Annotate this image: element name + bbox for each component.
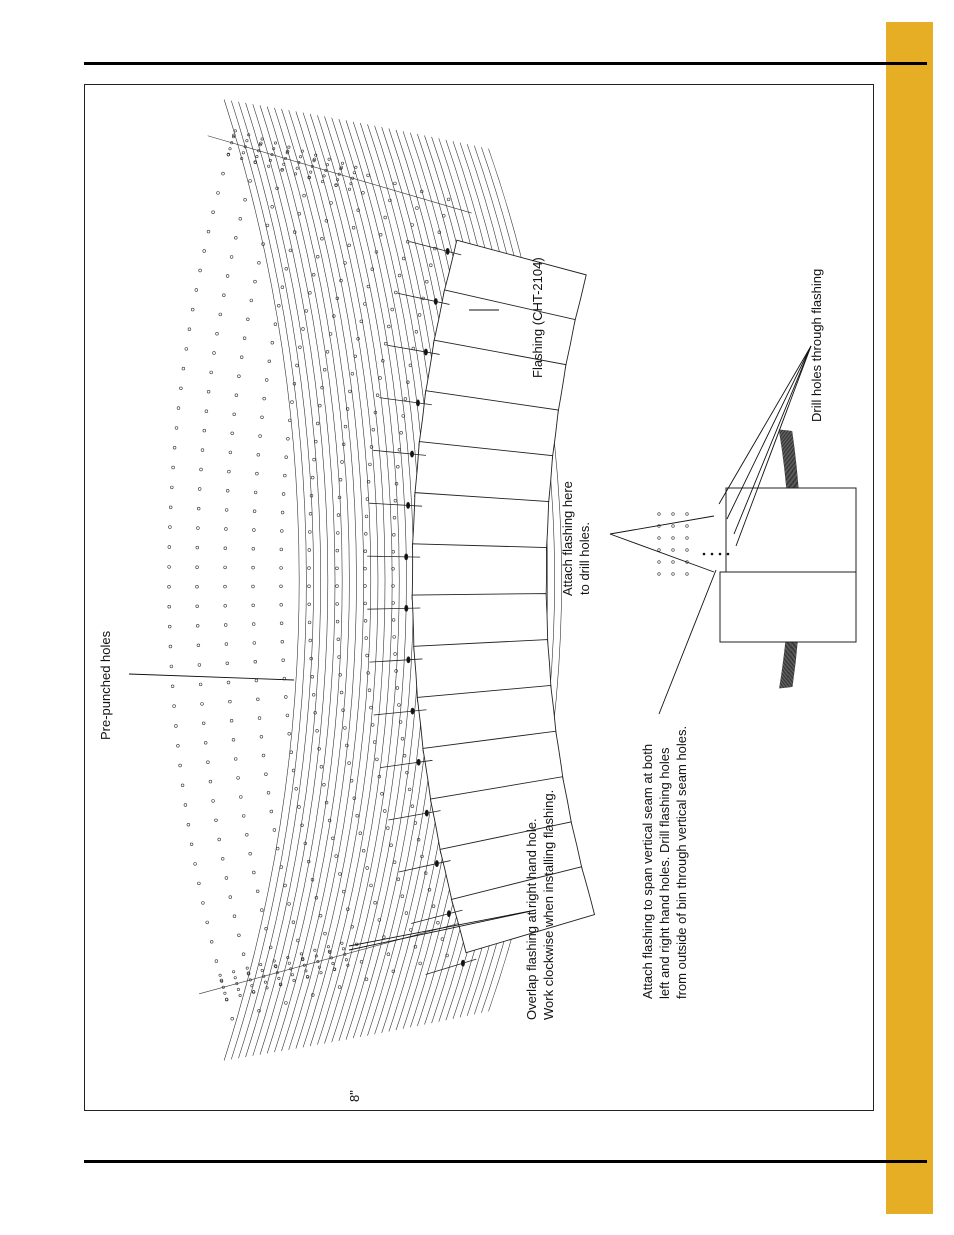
span-seam-label-1: Attach flashing to span vertical seam at both — [640, 743, 655, 999]
flashing-label: Flashing (CHT-2104) — [530, 257, 545, 378]
attach-here-label: Attach flashing here — [560, 481, 575, 596]
drill-holes-label: Drill holes through flashing — [809, 268, 824, 422]
attach-here-label-2: to drill holes. — [577, 522, 592, 595]
span-seam-label-3: from outside of bin through vertical seam holes. — [674, 725, 689, 999]
footer-rule — [84, 1160, 927, 1163]
pre-punched-holes-pattern — [168, 130, 450, 1020]
header-rule — [84, 62, 927, 65]
dimension-label: 8" — [347, 1090, 362, 1102]
span-seam-label-2: left and right hand holes. Drill flashing holes — [657, 747, 672, 999]
chapter-tab — [886, 22, 933, 1214]
flashing-installation-drawing — [84, 84, 874, 1111]
overlap-label-2: Work clockwise when installing flashing. — [541, 789, 556, 1020]
prepunched-holes-label: Pre-punched holes — [98, 630, 113, 740]
flashing-panels — [412, 240, 594, 952]
overlap-label-1: Overlap flashing at right hand hole. — [524, 818, 539, 1020]
